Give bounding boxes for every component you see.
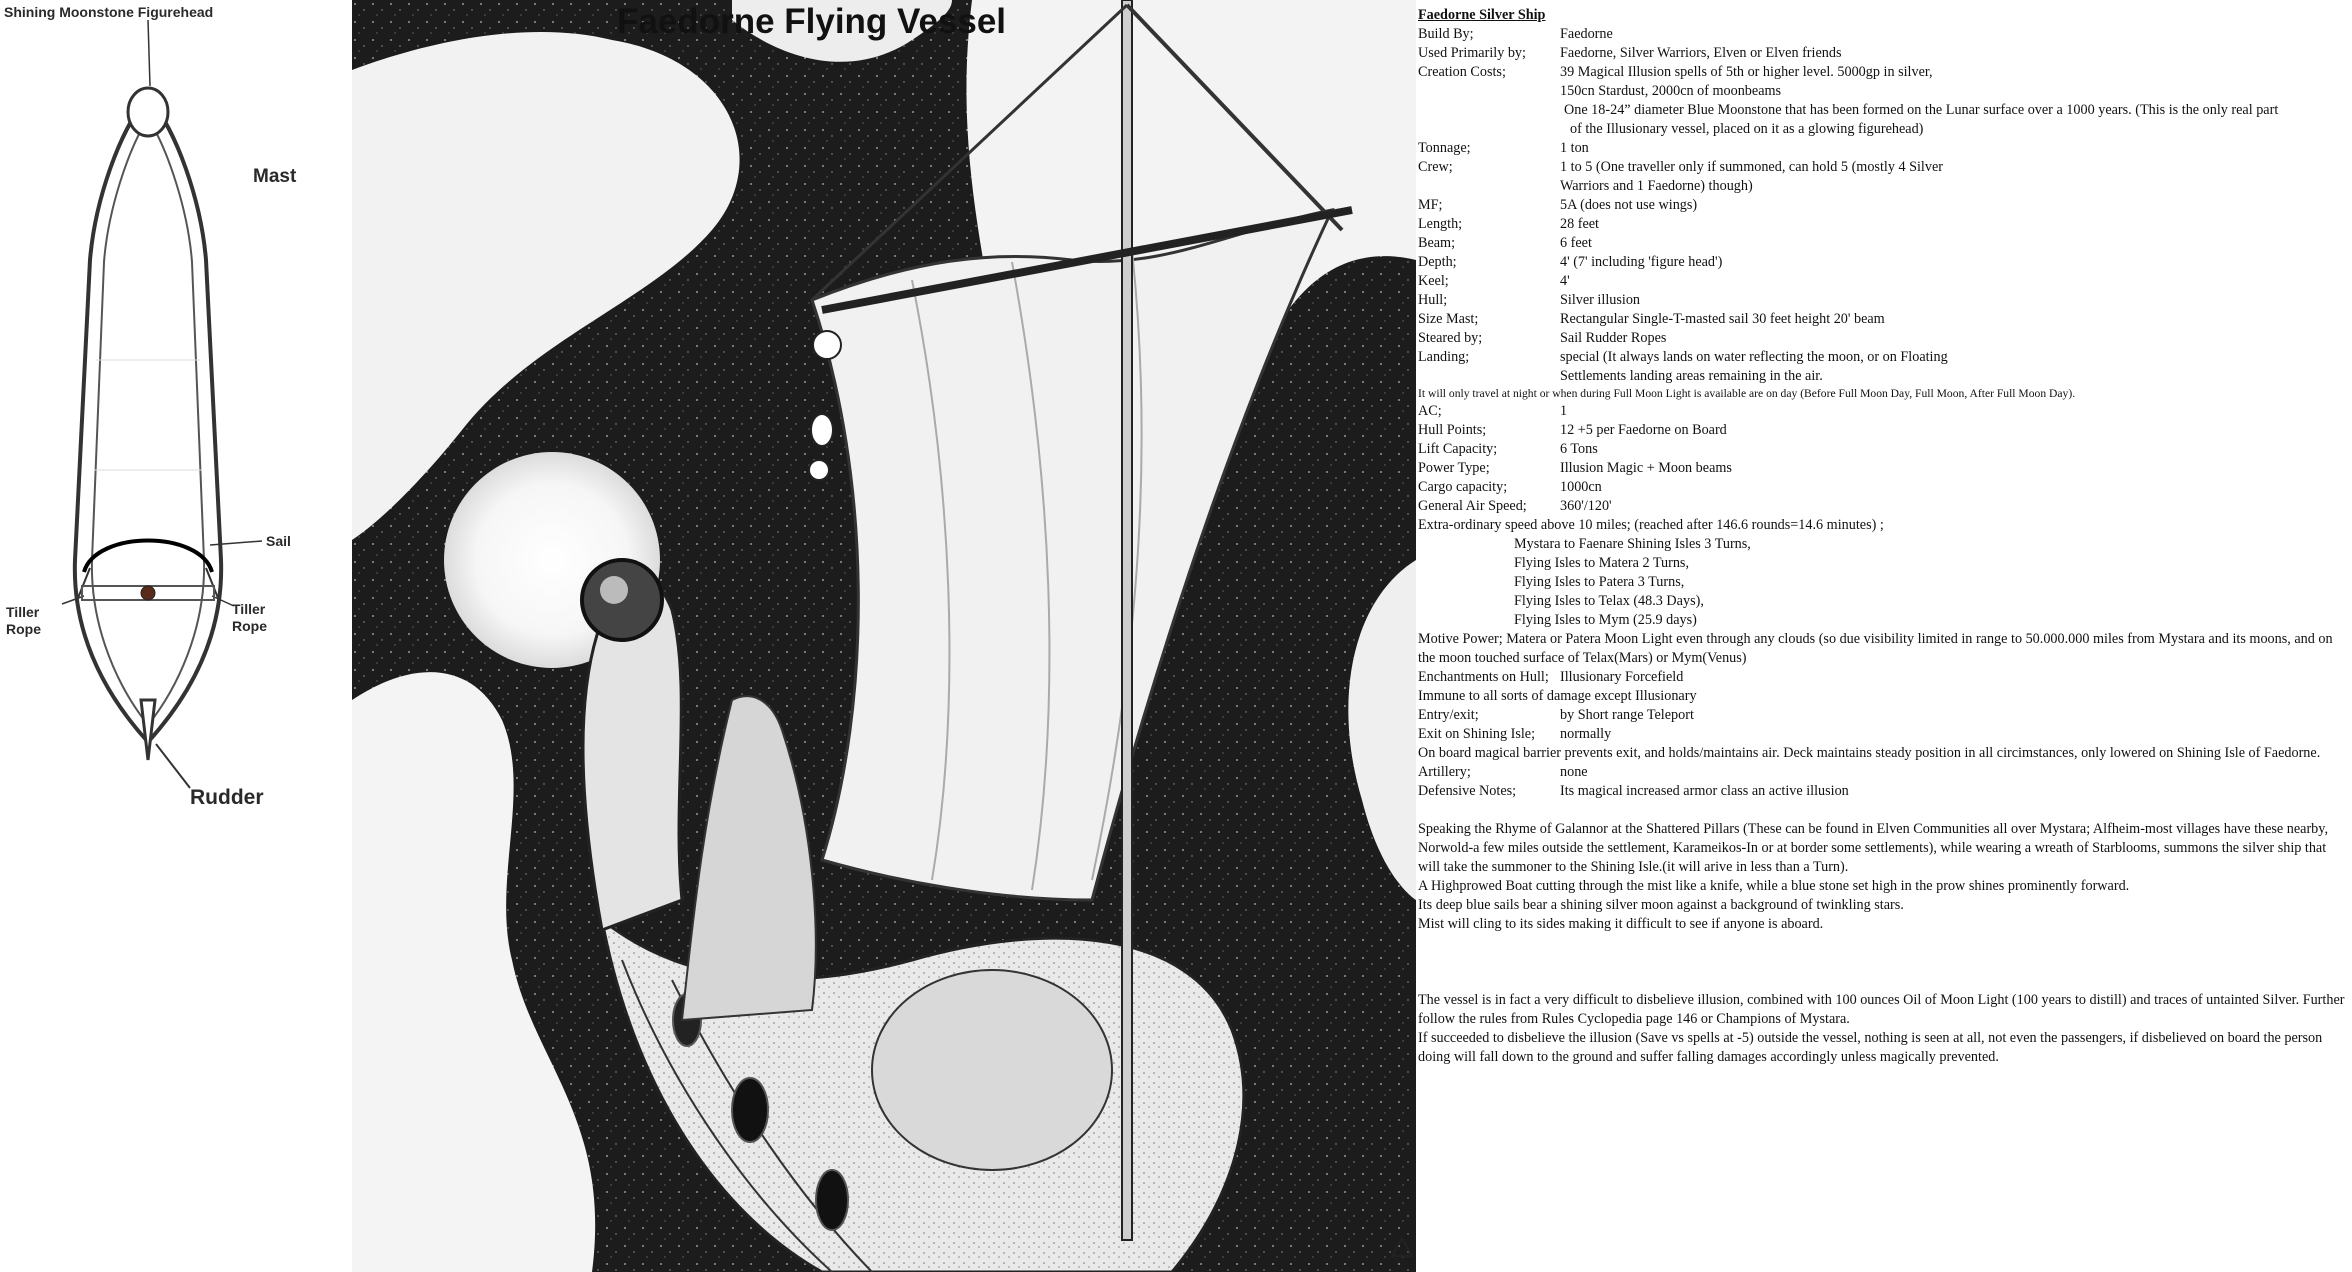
ship-illustration <box>352 0 1416 1272</box>
spec-continuation: of the Illusionary vessel, placed on it as a glowing figurehead) <box>1570 121 1924 137</box>
route-item: Mystara to Faenare Shining Isles 3 Turns, <box>1514 536 1751 552</box>
spec-row <box>1418 291 2348 310</box>
ship-plan-drawing <box>0 0 350 830</box>
spec-row <box>1418 234 2348 253</box>
summoning-paragraph: Speaking the Rhyme of Galannor at the Shattered Pillars (These can be found in Elven Communities all over Mystara; Alfheim-most villages have these nearby, Norwold-a few miles outside the settlement, Karameikos-In or at border some settlements), while wearing a wreath of Starblooms, summons the silver ship that will take the summoner to the Shining Isle.(it will arive in less than a Turn). <box>1418 821 2328 875</box>
spec-value: 28 feet <box>1560 216 1599 232</box>
route-item: Flying Isles to Mym (25.9 days) <box>1514 612 1697 628</box>
spec-key: AC; <box>1418 403 1442 419</box>
spec-row <box>1418 706 2348 725</box>
spec-key: Length; <box>1418 216 1463 232</box>
spec-title: Faedorne Silver Ship <box>1418 7 1546 23</box>
spec-row <box>1418 215 2348 234</box>
spec-key: Used Primarily by; <box>1418 45 1526 61</box>
on-board-text: On board magical barrier prevents exit, and holds/maintains air. Deck maintains steady position in all circimstances, only lowered on Shining Isle of Faedorne. <box>1418 745 2321 761</box>
spec-row <box>1418 725 2348 744</box>
tiller-rope-left-label: Tiller Rope <box>6 604 41 637</box>
rudder-label: Rudder <box>190 786 264 809</box>
night-travel-note: It will only travel at night or when during Full Moon Light is available are on day (Before Full Moon Day, Full Moon, After Full Moon Day). <box>1418 387 2076 400</box>
spec-value: Silver illusion <box>1560 292 1641 308</box>
spec-row <box>1418 763 2348 782</box>
spec-key: Build By; <box>1418 26 1474 42</box>
illusion-rules-paragraph: The vessel is in fact a very difficult to disbelieve illusion, combined with 100 ounces Oil of Moon Light (100 years to distill) and traces of untainted Silver. Further follow the rules from Rules Cyclopedia page 146 or Champions of Mystara. <box>1418 992 2345 1027</box>
route-item: Flying Isles to Patera 3 Turns, <box>1514 574 1685 590</box>
spec-value: Illusion Magic + Moon beams <box>1560 460 1732 476</box>
spec-row <box>1418 668 2348 687</box>
spec-row <box>1418 196 2348 215</box>
spec-continuation: One 18-24” diameter Blue Moonstone that has been formed on the Lunar surface over a 1000 years. (This is the only real part <box>1564 102 2279 118</box>
route-item: Flying Isles to Telax (48.3 Days), <box>1514 593 1704 609</box>
ship-spec-sheet <box>1418 6 2348 1067</box>
spec-key: Enchantments on Hull; <box>1418 669 1549 685</box>
spec-row <box>1418 497 2348 516</box>
spec-value: normally <box>1560 726 1612 742</box>
spec-row <box>1418 253 2348 272</box>
spec-row <box>1418 44 2348 63</box>
extra-speed-line: Extra-ordinary speed above 10 miles; (reached after 146.6 rounds=14.6 minutes) ; <box>1418 517 1884 533</box>
spec-value: by Short range Teleport <box>1560 707 1694 723</box>
illustration-title: Faedorne Flying Vessel <box>617 2 1007 41</box>
spec-key: MF; <box>1418 197 1443 213</box>
spec-row <box>1418 25 2348 44</box>
spec-value: none <box>1560 764 1588 780</box>
spec-key: Depth; <box>1418 254 1457 270</box>
ship-illustration-drawing <box>352 0 1416 1272</box>
spec-key: Lift Capacity; <box>1418 441 1498 457</box>
spec-row <box>1418 440 2348 459</box>
spec-key: Tonnage; <box>1418 140 1471 156</box>
spec-value: Faedorne <box>1560 26 1613 42</box>
spec-key: Entry/exit; <box>1418 707 1479 723</box>
spec-key: Hull; <box>1418 292 1448 308</box>
spec-key: Power Type; <box>1418 460 1490 476</box>
spec-value: Sail Rudder Ropes <box>1560 330 1667 346</box>
spec-value: 5A (does not use wings) <box>1560 197 1698 213</box>
motive-power-text: Motive Power; Matera or Patera Moon Light even through any clouds (so due visibility limited in range to 50.000.000 miles from Mystara and its moons, and on the moon touched surface of Telax(Mars) or Mym(Venus) <box>1418 631 2333 666</box>
spec-value: 1000cn <box>1560 479 1602 495</box>
spec-key: Creation Costs; <box>1418 64 1506 80</box>
spec-continuation: Settlements landing areas remaining in the air. <box>1560 368 1823 384</box>
spec-row <box>1418 459 2348 478</box>
spec-value: 4' <box>1560 273 1570 289</box>
spec-row <box>1418 402 2348 421</box>
route-item: Flying Isles to Matera 2 Turns, <box>1514 555 1689 571</box>
spec-row <box>1418 478 2348 497</box>
spec-key: Crew; <box>1418 159 1453 175</box>
spec-value: 6 feet <box>1560 235 1592 251</box>
description-paragraph: A Highprowed Boat cutting through the mist like a knife, while a blue stone set high in the prow shines prominently forward. <box>1418 878 2130 894</box>
spec-row <box>1418 329 2348 348</box>
spec-key: Cargo capacity; <box>1418 479 1508 495</box>
spec-continuation: Warriors and 1 Faedorne) though) <box>1560 178 1753 194</box>
spec-key: Exit on Shining Isle; <box>1418 726 1536 742</box>
spec-key: Landing; <box>1418 349 1470 365</box>
spec-value: 1 ton <box>1560 140 1589 156</box>
spec-value: 39 Magical Illusion spells of 5th or higher level. 5000gp in silver, <box>1560 64 1933 80</box>
description-paragraph: Its deep blue sails bear a shining silver moon against a background of twinkling stars. <box>1418 897 1904 913</box>
spec-key: Size Mast; <box>1418 311 1479 327</box>
sail-label: Sail <box>266 533 291 549</box>
spec-value: 6 Tons <box>1560 441 1598 457</box>
spec-key: Artillery; <box>1418 764 1471 780</box>
spec-value: special (It always lands on water reflecting the moon, or on Floating <box>1560 349 1948 365</box>
tiller-rope-right-label: Tiller Rope <box>232 601 267 634</box>
spec-row <box>1418 139 2348 158</box>
spec-row <box>1418 272 2348 291</box>
ship-plan-diagram <box>0 0 350 809</box>
spec-value: Illusionary Forcefield <box>1560 669 1684 685</box>
immune-text: Immune to all sorts of damage except Illusionary <box>1418 688 1697 704</box>
spec-row <box>1418 421 2348 440</box>
spec-key: Keel; <box>1418 273 1449 289</box>
disbelief-paragraph: If succeeded to disbelieve the illusion (Save vs spells at -5) outside the vessel, nothing is seen at all, not even the passengers, if disbelieved on board the person doing will fall down to the ground and suffer falling damages accordingly unless magically prevented. <box>1418 1030 2323 1065</box>
spec-row <box>1418 348 2348 367</box>
spec-key: Steared by; <box>1418 330 1483 346</box>
spec-row <box>1418 158 2348 177</box>
spec-row <box>1418 310 2348 329</box>
spec-value: 12 +5 per Faedorne on Board <box>1560 422 1727 438</box>
spec-value: Its magical increased armor class an active illusion <box>1560 783 1849 799</box>
spec-value: 4' (7' including 'figure head') <box>1560 254 1723 270</box>
spec-value: Rectangular Single-T-masted sail 30 feet height 20' beam <box>1560 311 1885 327</box>
spec-value: 360'/120' <box>1560 498 1612 514</box>
figurehead-label: Shining Moonstone Figurehead <box>4 4 214 20</box>
spec-value: 1 to 5 (One traveller only if summoned, can hold 5 (mostly 4 Silver <box>1560 159 1943 175</box>
spec-key: Hull Points; <box>1418 422 1487 438</box>
spec-row <box>1418 782 2348 801</box>
spec-value: Faedorne, Silver Warriors, Elven or Elven friends <box>1560 45 1842 61</box>
spec-row <box>1418 63 2348 82</box>
spec-key: General Air Speed; <box>1418 498 1527 514</box>
spec-key: Beam; <box>1418 235 1456 251</box>
spec-value: 1 <box>1560 403 1568 419</box>
description-paragraph: Mist will cling to its sides making it difficult to see if anyone is aboard. <box>1418 916 1824 932</box>
spec-key: Defensive Notes; <box>1418 783 1517 799</box>
mast-label: Mast <box>253 166 297 187</box>
spec-continuation: 150cn Stardust, 2000cn of moonbeams <box>1560 83 1782 99</box>
